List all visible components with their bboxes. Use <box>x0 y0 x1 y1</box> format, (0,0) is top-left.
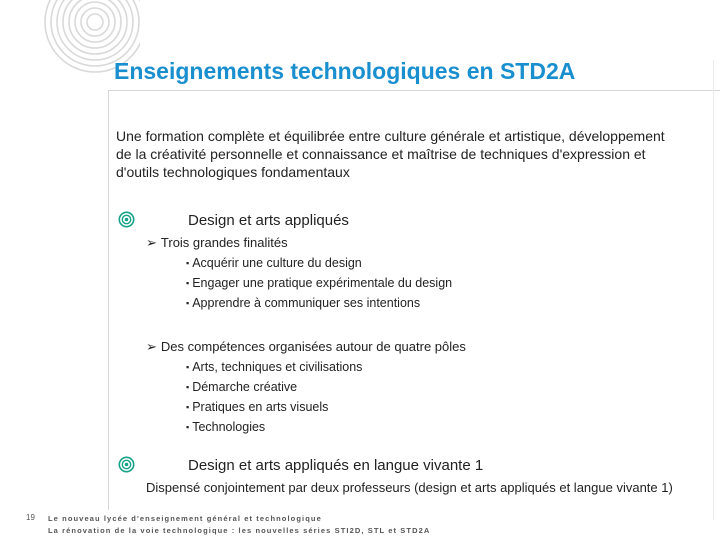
finalites-label: Trois grandes finalités <box>160 235 288 250</box>
square-bullet-icon: ▪ <box>186 258 190 268</box>
footer-line-2: La rénovation de la voie technologique : les nouvelles séries STI2D, STL et STD2A <box>48 526 431 535</box>
horizontal-rule <box>108 90 720 91</box>
concentric-circles-decoration <box>0 0 140 100</box>
section-note: Dispensé conjointement par deux professeurs (design et arts appliqués et langue vivante 1) <box>146 480 673 495</box>
square-bullet-icon: ▪ <box>186 382 190 392</box>
list-item: ▪ Démarche créative <box>186 380 298 394</box>
list-item: ▪ Acquérir une culture du design <box>186 256 362 270</box>
page-number: 19 <box>26 513 35 522</box>
finalites-heading <box>146 235 288 251</box>
right-vertical-rule <box>713 60 714 520</box>
list-item: ▪ Arts, techniques et civilisations <box>186 360 363 374</box>
list-item: ▪ Technologies <box>186 420 266 434</box>
list-item: ▪ Pratiques en arts visuels <box>186 400 329 414</box>
list-item: ▪ Apprendre à communiquer ses intentions <box>186 296 421 310</box>
arrow-bullet-icon: ➢ <box>146 339 157 354</box>
square-bullet-icon: ▪ <box>186 362 190 372</box>
square-bullet-icon: ▪ <box>186 278 190 288</box>
arrow-bullet-icon: ➢ <box>146 235 157 250</box>
competences-label: Des compétences organisées autour de quatre pôles <box>160 339 466 354</box>
square-bullet-icon: ▪ <box>186 298 190 308</box>
target-bullet-icon <box>118 211 135 228</box>
competences-heading <box>146 339 466 355</box>
square-bullet-icon: ▪ <box>186 402 190 412</box>
footer-line-1: Le nouveau lycée d'enseignement général et technologique <box>48 514 322 523</box>
section-heading-langue: Design et arts appliqués en langue vivante 1 <box>188 457 484 474</box>
target-bullet-icon <box>118 456 135 473</box>
section-heading-design: Design et arts appliqués <box>188 212 349 229</box>
vertical-rule <box>108 90 109 510</box>
square-bullet-icon: ▪ <box>186 422 190 432</box>
list-item: ▪ Engager une pratique expérimentale du design <box>186 276 453 290</box>
slide-title: Enseignements technologiques en STD2A <box>114 58 576 84</box>
intro-paragraph: Une formation complète et équilibrée entre culture générale et artistique, développement de la créativité personnelle et connaissance et maîtrise de techniques d'expression et d'outils technologiques fondamentaux <box>116 128 665 180</box>
